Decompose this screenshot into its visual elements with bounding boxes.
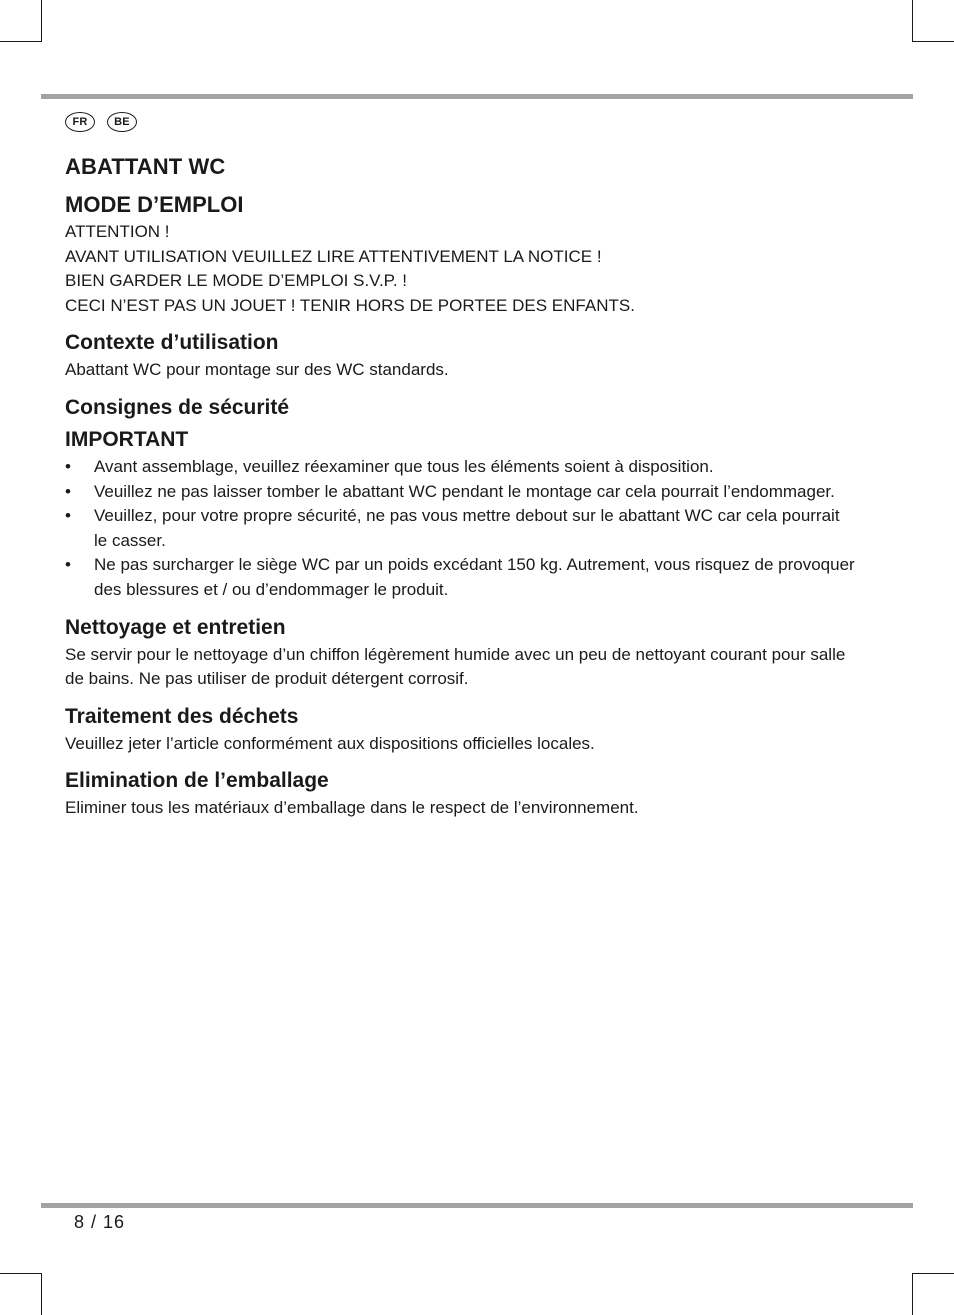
list-item xyxy=(65,553,855,602)
list-item xyxy=(65,455,855,480)
safety-bullet-list xyxy=(65,455,855,603)
section-heading-waste: Traitement des déchets xyxy=(65,704,299,728)
crop-mark-bottom-left-horizontal xyxy=(0,1273,42,1274)
bullet-icon: • xyxy=(65,456,71,476)
crop-mark-top-left-horizontal xyxy=(0,41,42,42)
important-heading: IMPORTANT xyxy=(65,427,189,451)
bullet-icon: • xyxy=(65,506,71,526)
crop-mark-bottom-left-vertical xyxy=(41,1273,42,1315)
crop-mark-top-right-vertical xyxy=(912,0,913,42)
bullet-icon: • xyxy=(65,555,71,575)
footer-rule xyxy=(41,1203,913,1208)
document-subtitle: MODE D’EMPLOI xyxy=(65,192,244,217)
bullet-text: Ne pas surcharger le siège WC par un poids excédant 150 kg. Autrement, vous risquez de provoquer des blessures et / ou d’endommager le produit. xyxy=(94,555,855,599)
warning-line: CECI N’EST PAS UN JOUET ! TENIR HORS DE PORTEE DES ENFANTS. xyxy=(65,295,635,315)
bullet-text: Veuillez, pour votre propre sécurité, ne pas vous mettre debout sur le abattant WC car cela pourrait le casser. xyxy=(94,506,840,550)
crop-mark-top-right-horizontal xyxy=(912,41,954,42)
document-body xyxy=(65,152,855,821)
crop-mark-bottom-right-vertical xyxy=(912,1273,913,1315)
section-heading-context: Contexte d’utilisation xyxy=(65,331,279,355)
page-number: 8 / 16 xyxy=(74,1212,126,1232)
list-item xyxy=(65,504,855,553)
country-badges xyxy=(65,112,137,132)
warning-line: BIEN GARDER LE MODE D’EMPLOI S.V.P. ! xyxy=(65,271,407,291)
bullet-text: Veuillez ne pas laisser tomber le abattant WC pendant le montage car cela pourrait l’endommager. xyxy=(94,481,835,501)
section-text-waste: Veuillez jeter l’article conformément aux dispositions officielles locales. xyxy=(65,733,595,753)
crop-mark-bottom-right-horizontal xyxy=(912,1273,954,1274)
section-heading-safety: Consignes de sécurité xyxy=(65,395,290,419)
country-badge-fr: FR xyxy=(65,112,95,132)
section-text-packaging: Eliminer tous les matériaux d’emballage dans le respect de l’environnement. xyxy=(65,798,639,818)
warning-line: AVANT UTILISATION VEUILLEZ LIRE ATTENTIVEMENT LA NOTICE ! xyxy=(65,246,602,266)
warning-line: ATTENTION ! xyxy=(65,222,170,241)
section-heading-packaging: Elimination de l’emballage xyxy=(65,769,329,793)
crop-mark-top-left-vertical xyxy=(41,0,42,42)
section-text-context: Abattant WC pour montage sur des WC standards. xyxy=(65,360,449,380)
warning-block xyxy=(65,220,855,318)
header-rule xyxy=(41,94,913,99)
country-badge-be: BE xyxy=(107,112,137,132)
section-heading-cleaning: Nettoyage et entretien xyxy=(65,615,286,639)
document-title: ABATTANT WC xyxy=(65,154,226,179)
bullet-text: Avant assemblage, veuillez réexaminer que tous les éléments soient à disposition. xyxy=(94,456,714,476)
section-text-cleaning: Se servir pour le nettoyage d’un chiffon légèrement humide avec un peu de nettoyant courant pour salle de bains. Ne pas utiliser de produit détergent corrosif. xyxy=(65,644,846,689)
list-item xyxy=(65,480,855,505)
bullet-icon: • xyxy=(65,481,71,501)
